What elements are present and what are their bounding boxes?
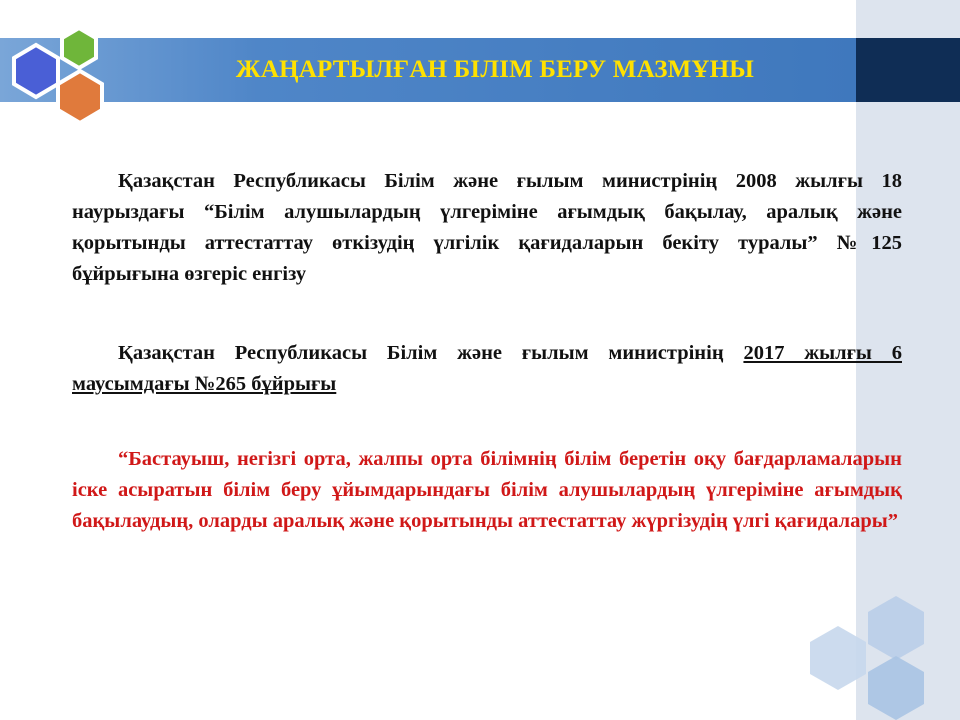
hexagon-cluster-logo-icon: [0, 10, 130, 130]
order-265-reference: 2017 жылғы 6 маусымдағы №265 бұйрығы: [72, 342, 902, 395]
hexagon-green-icon: [62, 28, 96, 68]
header-dark-block: [856, 38, 960, 102]
paragraph-order-265-lead: Қазақстан Республикасы Білім және ғылым министрінің: [118, 342, 744, 364]
paragraph-order-265: [72, 338, 902, 400]
hexagon-cluster-decoration-icon: [790, 580, 960, 720]
paragraph-rules-title: “Бастауыш, негізгі орта, жалпы орта білімнің білім беретін оқу бағдарламаларын іске асыратын білім беру ұйымдарындағы білім алушылардың үлгеріміне ағымдық бақылаудың, оларды аралық және қорытынды аттестаттау жүргізудің үлгі қағидалары”: [72, 448, 902, 532]
hexagon-light-icon: [810, 626, 866, 690]
paragraph-order-amendment: Қазақстан Республикасы Білім және ғылым министрінің 2008 жылғы 18 наурыздағы “Білім алушылардың үлгеріміне ағымдық бақылау, аралық және қорытынды аттестаттау өткізудің үлгілік қағидаларын бекіту туралы” №125 бұйрығына өзгеріс енгізу: [72, 170, 902, 285]
hexagon-orange-icon: [58, 71, 102, 123]
page-title: ЖАҢАРТЫЛҒАН БІЛІМ БЕРУ МАЗМҰНЫ: [235, 56, 755, 83]
hexagon-light-icon: [868, 596, 924, 660]
hexagon-blue-icon: [14, 45, 58, 97]
hexagon-light-icon: [868, 656, 924, 720]
